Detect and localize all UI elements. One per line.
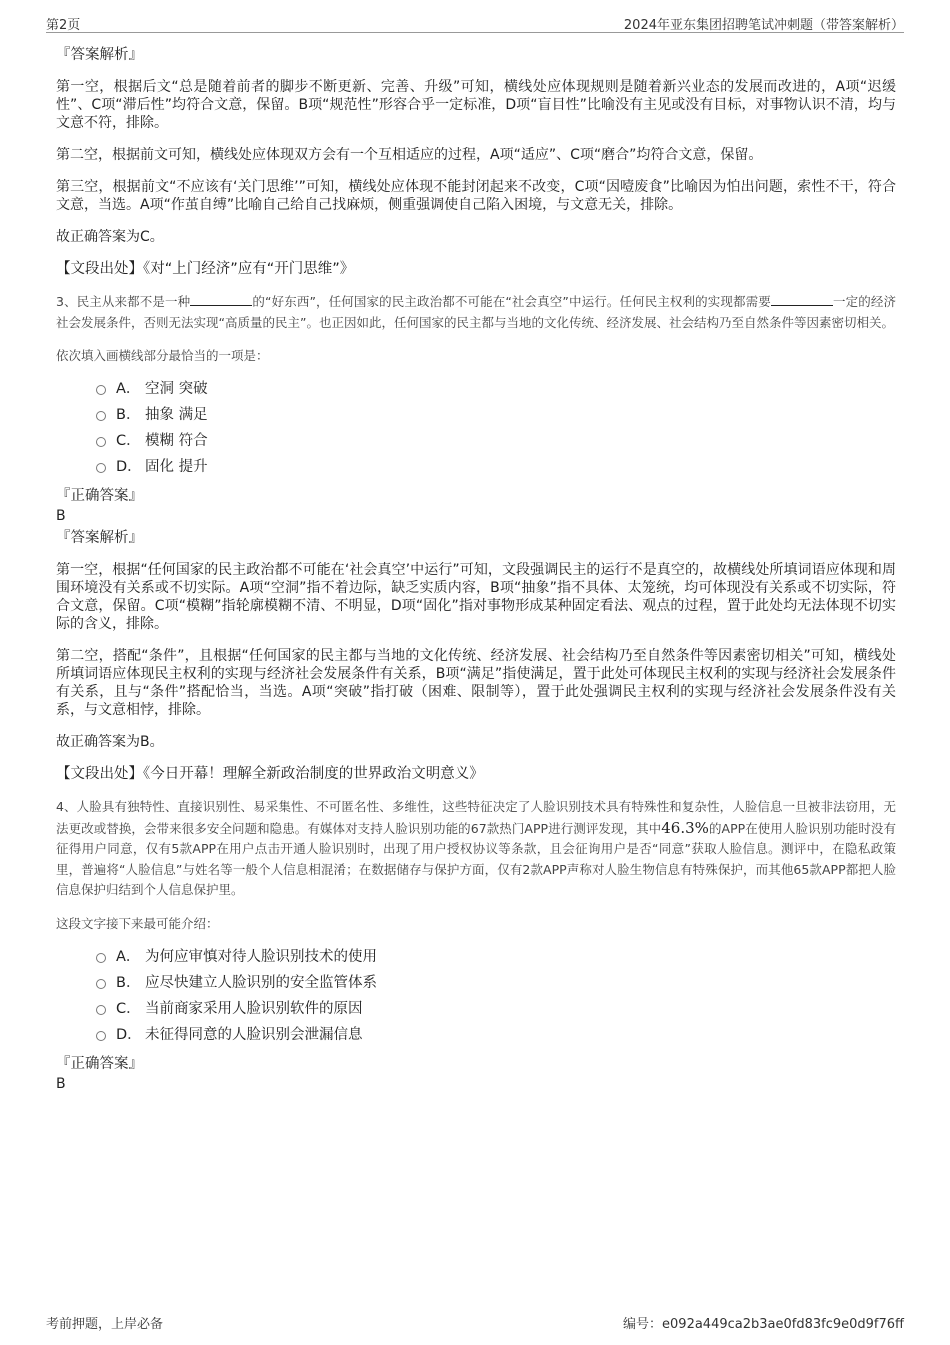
q4-option-c[interactable]: C． 当前商家采用人脸识别软件的原因 (56, 997, 896, 1023)
document-id: 编号：e092a449ca2b3ae0fd83fc9e0d9f76ff (623, 1317, 904, 1332)
radio-icon[interactable] (96, 411, 106, 421)
page-number: 第2页 (46, 18, 81, 33)
page-footer (46, 1313, 904, 1331)
q2-analysis-p2: 第二空，根据前文可知，横线处应体现双方会有一个互相适应的过程，A项“适应”、C项“磨合”均符合文意，保留。 (56, 147, 763, 163)
q2-analysis-label: 『答案解析』 (56, 47, 143, 63)
q3-source: 【文段出处】《今日开幕！理解全新政治制度的世界政治文明意义》 (56, 766, 484, 782)
q4-stem (56, 797, 896, 901)
q4-answer-label: 『正确答案』 (56, 1055, 143, 1072)
page-content (56, 46, 896, 1093)
q4-options (56, 945, 896, 1049)
radio-icon[interactable] (96, 953, 106, 963)
radio-icon[interactable] (96, 385, 106, 395)
q2-conclusion: 故正确答案为C。 (56, 229, 164, 245)
radio-icon[interactable] (96, 437, 106, 447)
q3-analysis-p2: 第二空，搭配“条件”，且根据“任何国家的民主都与当地的文化传统、经济发展、社会结构乃至自然条件等因素密切相关”可知，横线处所填词语应体现民主权利的实现与经济社会发展条件有关系，B项“满足”指使满足，置于此处可体现民主权利的实现与经济社会发展条件有关系，且与“条件”搭配恰当，当选。A项“突破”指打破（困难、限制等），置于此处强调民主权利的实现与经济社会发展条件没有关系，与文意相悖，排除。 (56, 648, 896, 718)
q3-stem-part3: 一定的经济社会发展条件，否则无法实现“高质量的民主”。也正因如此，任何国家的民主都与当地的文化传统、经济发展、社会结构乃至自然条件等因素密切相关。 (56, 294, 896, 330)
q4-stem-before: 4、人脸具有独特性、直接识别性、易采集性、不可匿名性、多维性，这些特征决定了人脸识别技术具有特殊性和复杂性，人脸信息一旦被非法窃用，无法更改或替换，会带来很多安全问题和隐患。有媒体对支持人脸识别功能的67款热门APP进行测评发现，其中 (56, 799, 896, 836)
q4-prompt: 这段文字接下来最可能介绍： (56, 915, 219, 931)
q3-stem-part2: 的“好东西”，任何国家的民主政治都不可能在“社会真空”中运行。任何民主权利的实现都需要 (252, 294, 771, 309)
q3-answer-label: 『正确答案』 (56, 488, 143, 504)
radio-icon[interactable] (96, 1031, 106, 1041)
q2-analysis-p3: 第三空，根据前文“不应该有‘关门思维’”可知，横线处应体现不能封闭起来不改变，C项“因噎废食”比喻因为怕出问题，索性不干，符合文意，当选。A项“作茧自缚”比喻自己给自己找麻烦，侧重强调使自己陷入困境，与文意无关，排除。 (56, 179, 896, 213)
q3-analysis-p1: 第一空，根据“任何国家的民主政治都不可能在‘社会真空’中运行”可知，文段强调民主的运行不是真空的，故横线处所填词语应体现和周围环境没有关系或不切实际。A项“空洞”指不着边际，缺乏实质内容，B项“抽象”指不具体、太笼统，均可体现没有关系或不切实际，符合文意，保留。C项“模糊”指轮廓模糊不清、不明显，D项“固化”指对事物形成某种固定看法、观点的过程，置于此处均无法体现不切实际的含义，排除。 (56, 562, 896, 632)
document-title: 2024年亚东集团招聘笔试冲刺题（带答案解析） (623, 18, 904, 33)
footer-slogan: 考前押题，上岸必备 (46, 1317, 164, 1332)
q3-options (56, 377, 896, 481)
q4-stem-after: 的APP在使用人脸识别功能时没有征得用户同意，仅有5款APP在用户点击开通人脸识别时，出现了用户授权协议等条款，且会征询用户是否“同意”获取人脸信息。测评中，在隐私政策里，普遍将“人脸信息”与姓名等一般个人信息相混淆；在数据储存与保护方面，仅有2款APP声称对人脸生物信息有特殊保护，而其他65款APP都把人脸信息保护归结到个人信息保护里。 (56, 820, 896, 897)
q4-percent: 46.3% (661, 818, 709, 837)
page-header (46, 10, 904, 33)
radio-icon[interactable] (96, 1005, 106, 1015)
q4-option-b[interactable]: B． 应尽快建立人脸识别的安全监管体系 (56, 971, 896, 997)
q3-blank-2 (771, 293, 833, 306)
q3-option-d[interactable]: D． 固化 提升 (56, 455, 896, 481)
q3-conclusion: 故正确答案为B。 (56, 734, 164, 750)
q2-source: 【文段出处】《对“上门经济”应有“开门思维”》 (56, 261, 355, 277)
radio-icon[interactable] (96, 979, 106, 989)
q3-analysis-label: 『答案解析』 (56, 530, 143, 546)
q4-option-d[interactable]: D． 未征得同意的人脸识别会泄漏信息 (56, 1023, 896, 1049)
q3-option-b[interactable]: B． 抽象 满足 (56, 403, 896, 429)
q3-prompt: 依次填入画横线部分最恰当的一项是： (56, 348, 269, 363)
q3-stem-part1: 3、民主从来都不是一种 (56, 294, 191, 309)
q3-blank-1 (190, 293, 252, 306)
q3-option-a[interactable]: A． 空洞 突破 (56, 377, 896, 403)
radio-icon[interactable] (96, 463, 106, 473)
q2-analysis-p1: 第一空，根据后文“总是随着前者的脚步不断更新、完善、升级”可知，横线处应体现规则是随着新兴业态的发展而改进的，A项“迟缓性”、C项“滞后性”均符合文意，保留。B项“规范性”形容合乎一定标准，D项“盲目性”比喻没有主见或没有目标，对事物认识不清，均与文意不符，排除。 (56, 79, 896, 131)
q4-answer: B (56, 1075, 66, 1092)
q3-option-c[interactable]: C． 模糊 符合 (56, 429, 896, 455)
q3-answer: B (56, 508, 66, 524)
q4-option-a[interactable]: A． 为何应审慎对待人脸识别技术的使用 (56, 945, 896, 971)
q3-stem (56, 292, 896, 333)
